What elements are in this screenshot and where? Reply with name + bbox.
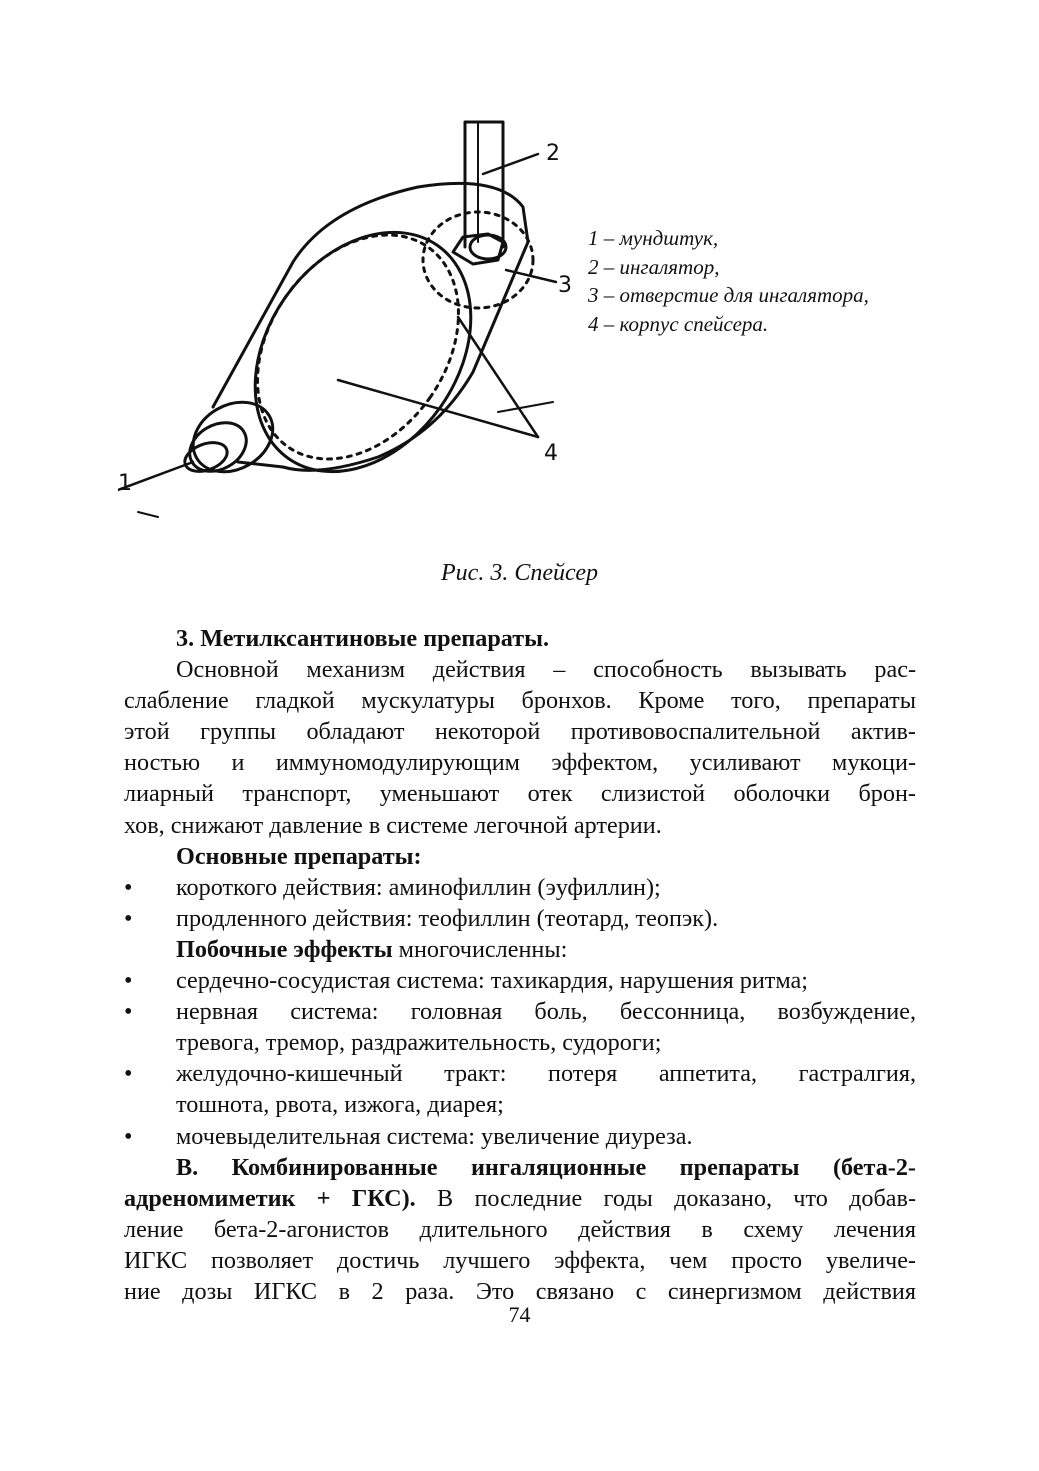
spacer-figure <box>118 112 588 522</box>
list-item: • короткого действия: аминофиллин (эуфиллин); <box>124 873 661 901</box>
body-text <box>124 623 916 1307</box>
paragraph-line: этой группы обладают некоторой противовоспалительной актив- <box>124 718 916 746</box>
list-item: • желудочно-кишечный тракт: потеря аппетита, гастралгия, тошнота, рвота, изжога, диарея; <box>124 1060 916 1119</box>
paragraph-line: ностью и иммуномодулирующим эффектом, усиливают мукоци- <box>124 749 916 777</box>
leader-line-4a <box>338 380 538 437</box>
paragraph-line: ление бета-2-агонистов длительного действия в схему лечения <box>124 1215 916 1243</box>
paragraph-line: лиарный транспорт, уменьшают отек слизистой оболочки брон- <box>124 780 916 808</box>
paragraph-line: адреномиметик + ГКС). В последние годы доказано, что добав- <box>124 1184 917 1212</box>
main-drugs-heading: Основные препараты: <box>176 842 422 870</box>
paragraph-line: хов, снижают давление в системе легочной артерии. <box>124 811 662 839</box>
paragraph-line: Основной механизм действия – способность вызывать рас- <box>176 656 916 684</box>
spacer-body-top <box>213 183 528 407</box>
paragraph-line: ние дозы ИГКС в 2 раза. Это связано с синергизмом действия <box>124 1277 916 1305</box>
callout-1: 1 <box>118 471 132 496</box>
side-effects-heading: Побочные эффекты многочисленны: <box>176 935 568 963</box>
paragraph-line: ИГКС позволяет достичь лучшего эффекта, чем просто увеличе- <box>124 1246 916 1274</box>
combined-heading: В. Комбинированные ингаляционные препараты (бета-2- <box>176 1153 916 1181</box>
callout-2: 2 <box>546 141 560 166</box>
list-item: • мочевыделительная система: увеличение диуреза. <box>124 1122 693 1150</box>
list-item: • сердечно-сосудистая система: тахикардия, нарушения ритма; <box>124 967 808 995</box>
legend-item: 3 – отверстие для ингалятора, <box>588 283 869 307</box>
list-item: • нервная система: головная боль, бессонница, возбуждение, тревога, тремор, раздражительность, судороги; <box>124 998 916 1057</box>
figure-caption: Рис. 3. Спейсер <box>441 560 598 586</box>
leader-line-2 <box>483 154 538 174</box>
figure-legend <box>588 224 869 338</box>
section-heading: 3. Метилксантиновые препараты. <box>176 625 550 652</box>
legend-item: 2 – ингалятор, <box>588 254 720 279</box>
list-item: • продленного действия: теофиллин (теотард, теопэк). <box>124 904 719 932</box>
callout-3: 3 <box>558 273 572 298</box>
spacer-dashed-ellipse <box>216 197 500 498</box>
legend-item: 1 – мундштук, <box>588 226 719 250</box>
paragraph-line: слабление гладкой мускулатуры бронхов. Кроме того, препараты <box>124 687 916 715</box>
page-number: 74 <box>508 1302 531 1327</box>
spacer-illustration <box>118 112 588 522</box>
legend-item: 4 – корпус спейсера. <box>588 311 769 336</box>
callout-4: 4 <box>544 441 558 466</box>
